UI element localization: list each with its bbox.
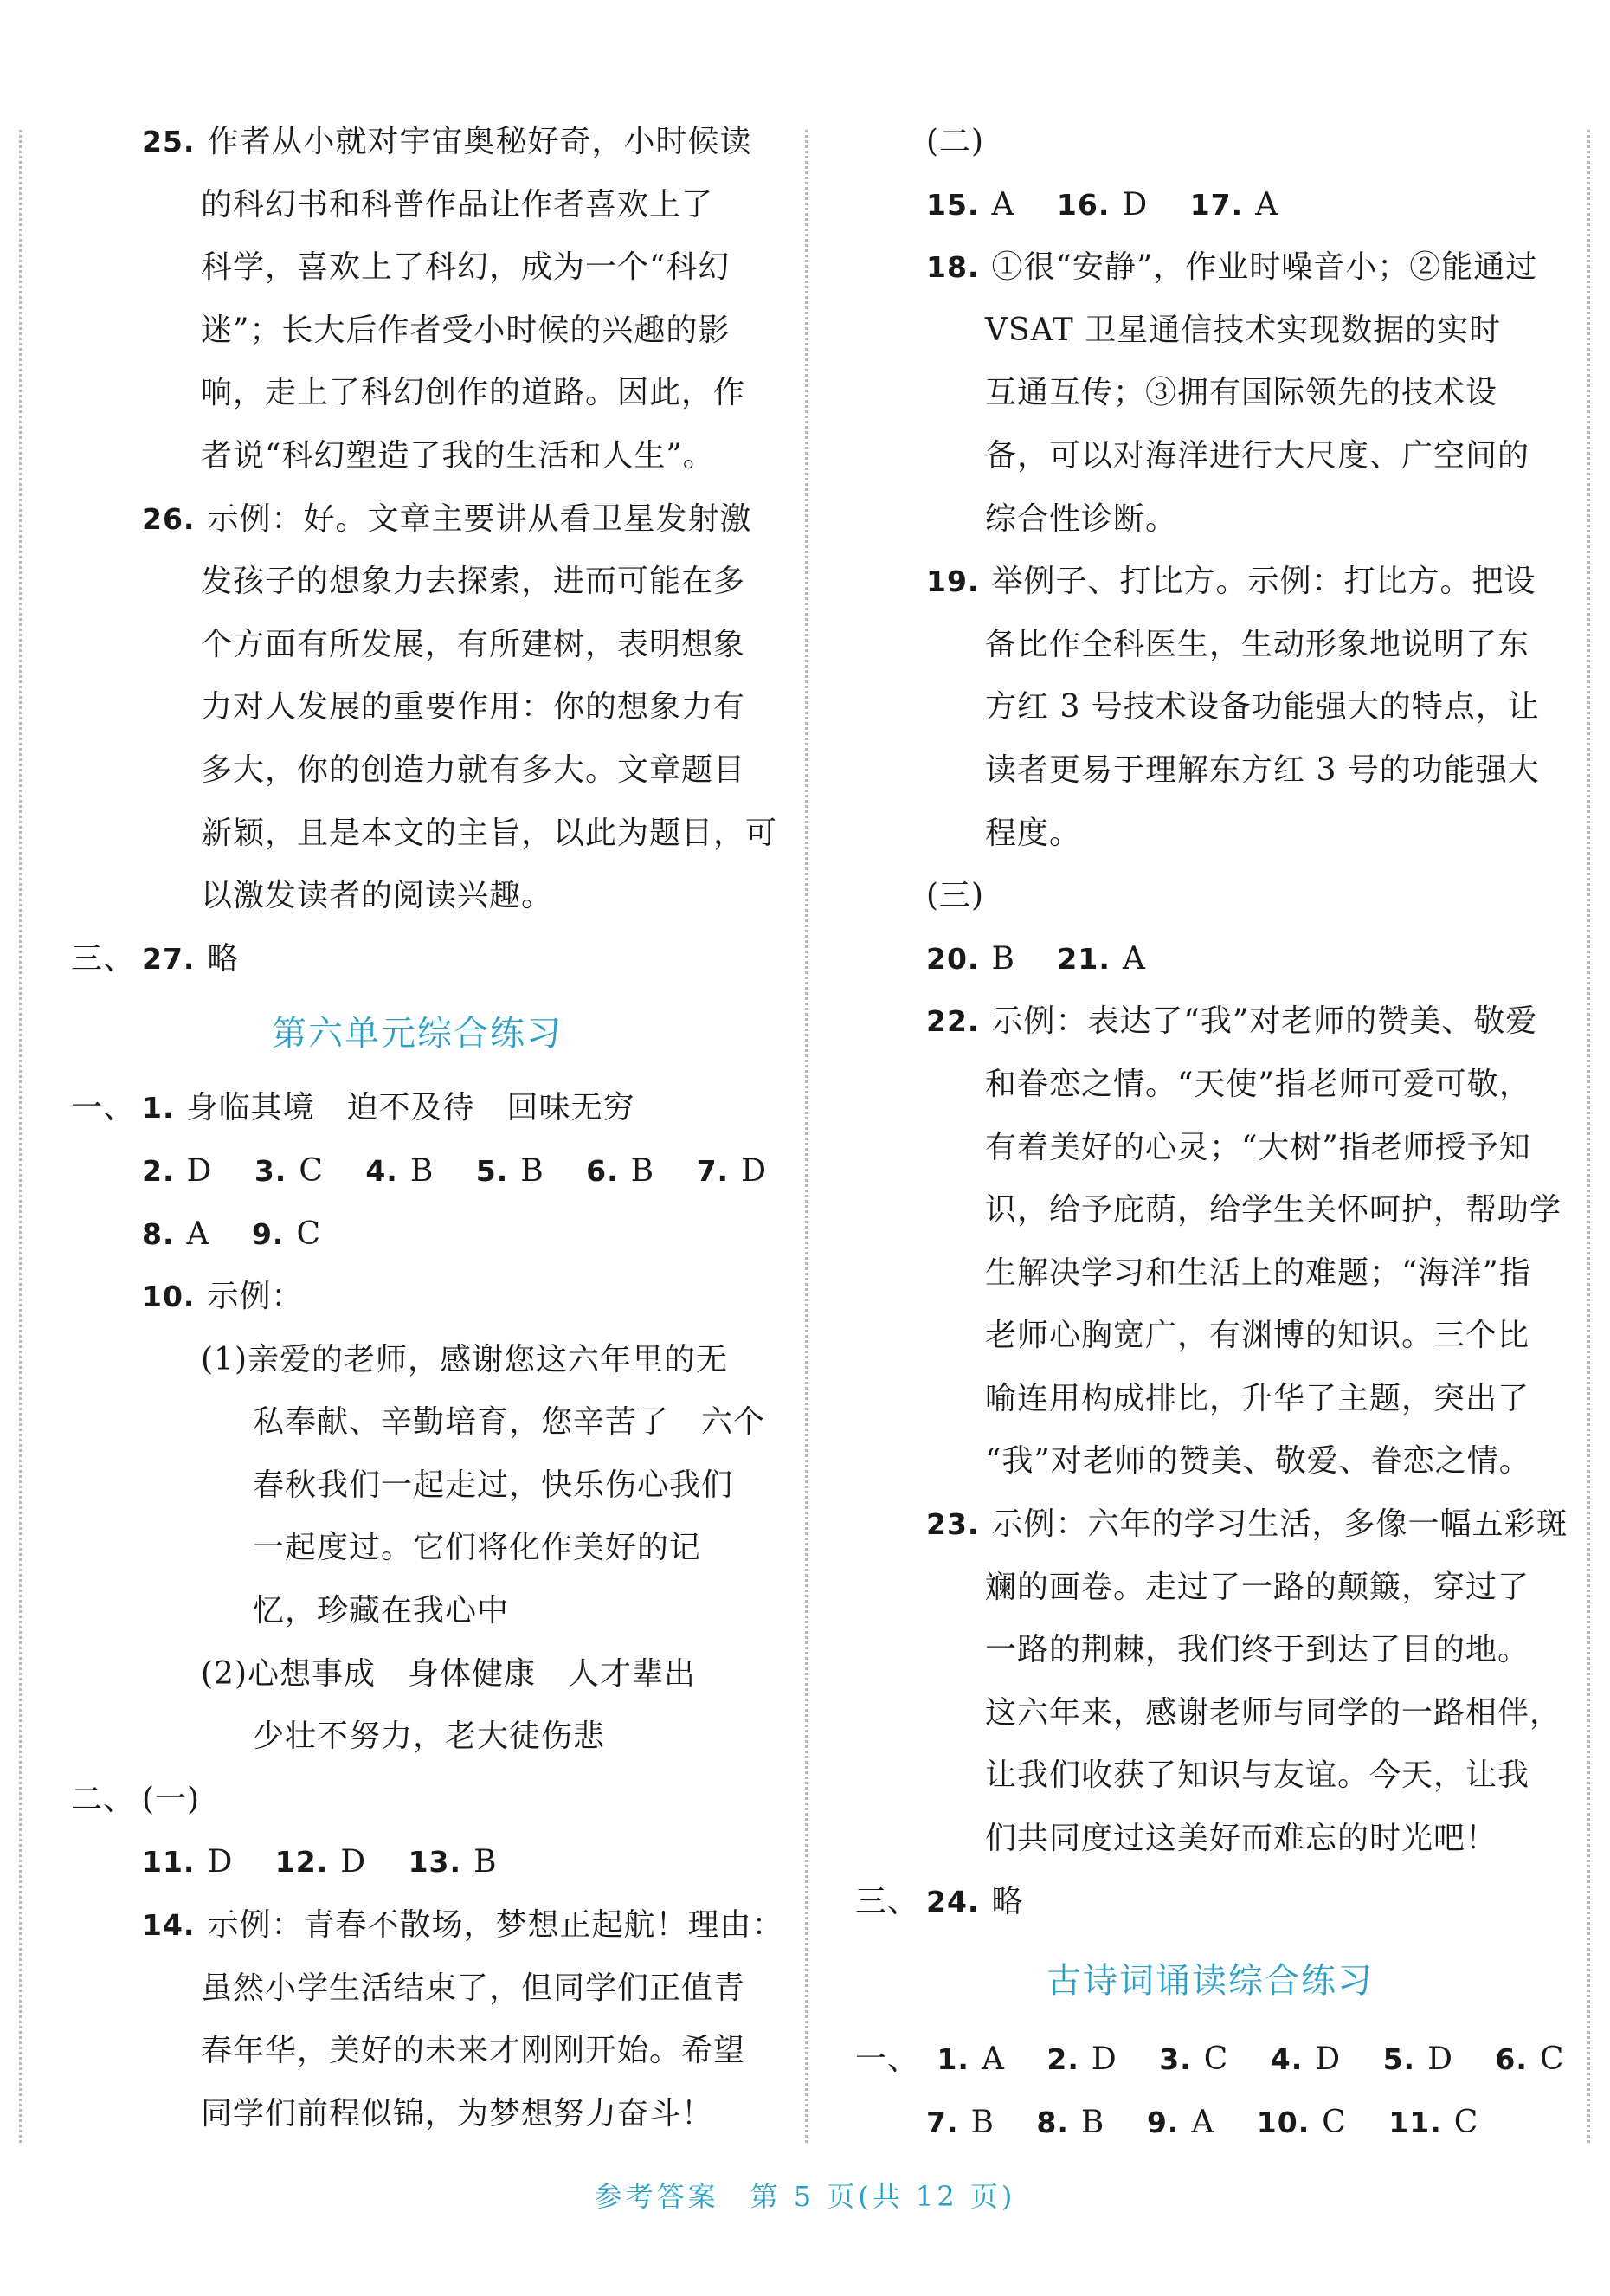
answer-text: 一路的荆棘，我们终于到达了目的地。 [985, 1632, 1530, 1668]
answer-item: 9. A [1146, 2104, 1215, 2140]
answer-text: 的科幻书和科普作品让作者喜欢上了 [201, 186, 714, 223]
question-number: 22. [926, 1004, 980, 1039]
answer-item: 7. D [696, 1152, 767, 1189]
answer-text: 略 [991, 1883, 1024, 1919]
answer-text: ①很“安静”，作业时噪音小；②能通过 [991, 249, 1538, 286]
answer-item: 5. D [1382, 2041, 1453, 2078]
answer-item: 21. A [1057, 940, 1146, 977]
answer-text: 示例：六年的学习生活，多像一幅五彩斑 [991, 1506, 1568, 1543]
answer-text: 识，给予庇荫，给学生关怀呵护，帮助学 [985, 1192, 1562, 1229]
answer-text: 让我们收获了知识与友谊。今天，让我 [985, 1757, 1530, 1794]
question-number: 10. [142, 1280, 196, 1314]
answer-text: 这六年来，感谢老师与同学的一路相伴， [985, 1694, 1562, 1731]
answer-text: 身临其境 迫不及待 回味无穷 [186, 1090, 635, 1126]
answer-item: 15. A [926, 186, 1015, 223]
section-three-right [855, 1871, 1565, 1934]
answer-item: 11. D [142, 1844, 234, 1880]
poem-heading: 古诗词诵读综合练习 [1046, 1961, 1374, 2002]
answer-text: 春年华，美好的未来才刚刚开始。希望 [201, 2033, 746, 2069]
right-column [855, 111, 1568, 2154]
answer-text: 备比作全科医生，生动形象地说明了东 [985, 626, 1530, 662]
poem-answer-row-1 [855, 2028, 1565, 2092]
question-number: 1. [142, 1091, 175, 1125]
answer-text: 和眷恋之情。“天使”指老师可爱可敬， [985, 1066, 1531, 1102]
answer-text: 少壮不努力，老大徒伤悲 [253, 1719, 606, 1755]
question-number: 19. [926, 564, 980, 599]
answer-q19 [855, 551, 1565, 865]
section-three-left [71, 928, 763, 991]
poem-answer-row-2 [855, 2092, 1565, 2155]
question-number: 27. [142, 941, 196, 976]
question-number: 24. [926, 1884, 980, 1919]
section-marker: 一、 [71, 1090, 136, 1126]
section-marker: 三、 [855, 1883, 920, 1919]
answer-q23 [855, 1493, 1568, 1871]
answer-item: 6. C [1495, 2041, 1565, 2078]
answer-item: 1. A [937, 2041, 1005, 2078]
answer-text: 示例：青春不散场，梦想正起航！理由： [207, 1907, 784, 1944]
answer-text: 多大，你的创造力就有多大。文章题目 [201, 751, 746, 788]
answer-item: 4. B [365, 1152, 435, 1189]
answer-text: 者说“科幻塑造了我的生活和人生”。 [201, 437, 715, 474]
answer-item: 13. B [408, 1844, 498, 1880]
unit6-heading: 第六单元综合练习 [272, 1014, 563, 1054]
answer-item: 3. C [254, 1152, 324, 1189]
answer-item: 20. B [926, 940, 1015, 977]
answer-text: VSAT 卫星通信技术实现数据的实时 [985, 312, 1502, 348]
answer-q18 [855, 236, 1565, 551]
answer-text: 虽然小学生活结束了，但同学们正值青 [201, 1970, 746, 2006]
answer-text: 喻连用构成排比，升华了主题，突出了 [985, 1380, 1530, 1416]
answer-item: 6. B [586, 1152, 655, 1189]
answer-text: 作者从小就对宇宙奥秘好奇，小时候读 [207, 124, 752, 159]
answer-q10 [71, 1266, 766, 1769]
answer-row-2-7 [71, 1140, 767, 1203]
answer-q14 [71, 1894, 784, 2145]
subsection-label: (一) [142, 1781, 201, 1817]
answer-text: 发孩子的想象力去探索，进而可能在多 [201, 564, 746, 600]
answer-item: 11. C [1388, 2104, 1479, 2140]
answer-row-8-9 [71, 1203, 763, 1267]
answer-text: 老师心胸宽广，有渊博的知识。三个比 [985, 1318, 1530, 1354]
answer-q25 [71, 111, 763, 488]
right-margin-divider [1587, 130, 1590, 2143]
answer-text: 示例：表达了“我”对老师的赞美、敬爱 [991, 1003, 1538, 1040]
answer-item: 7. B [926, 2104, 995, 2140]
answer-text: 互通互传；③拥有国际领先的技术设 [985, 375, 1498, 411]
answer-text: 读者更易于理解东方红 3 号的功能强大 [985, 751, 1540, 788]
answer-item: 9. C [251, 1216, 321, 1252]
answer-q1 [71, 1077, 763, 1140]
answer-item: 17. A [1189, 186, 1279, 223]
answer-text: 迷”；长大后作者受小时候的兴趣的影 [201, 312, 731, 348]
answer-item: 10. C [1256, 2104, 1347, 2140]
answer-text: 以激发读者的阅读兴趣。 [201, 878, 554, 914]
answer-text: 示例： [207, 1279, 304, 1315]
answer-text: 们共同度过这美好而难忘的时光吧！ [985, 1821, 1498, 1857]
answer-text: 一起度过。它们将化作美好的记 [253, 1530, 702, 1566]
answer-text: 备，可以对海洋进行大尺度、广空间的 [985, 437, 1530, 474]
answer-text: 程度。 [985, 815, 1082, 851]
answer-text: 斓的画卷。走过了一路的颠簸，穿过了 [985, 1569, 1530, 1605]
subsection-label: (二) [926, 124, 985, 159]
answer-item: 12. D [274, 1844, 367, 1880]
answer-item: 2. D [142, 1152, 213, 1189]
section-marker: 一、 [855, 2041, 920, 2078]
page-footer: 参考答案 第 5 页(共 12 页) [594, 2180, 1016, 2213]
answer-row-11-13 [71, 1831, 763, 1894]
subsection-label: (三) [926, 878, 985, 914]
question-number: 26. [142, 501, 196, 536]
answer-text: 新颖，且是本文的主旨，以此为题目，可 [201, 815, 778, 851]
answer-item: 8. A [142, 1216, 210, 1252]
answer-text: 生解决学习和生活上的难题；“海洋”指 [985, 1254, 1531, 1291]
answer-item: 5. B [475, 1152, 544, 1189]
answer-q26 [71, 488, 778, 928]
answer-text: 略 [207, 940, 240, 977]
answer-text: “我”对老师的赞美、敬爱、眷恋之情。 [985, 1443, 1531, 1480]
answer-item: 8. B [1036, 2104, 1105, 2140]
question-number: 14. [142, 1908, 196, 1943]
answer-text: 科学，喜欢上了科幻，成为一个“科幻 [201, 249, 731, 286]
answer-item: 2. D [1046, 2041, 1117, 2078]
answer-item: 4. D [1270, 2041, 1342, 2078]
answer-item: 3. C [1159, 2041, 1229, 2078]
answer-text: 响，走上了科幻创作的道路。因此，作 [201, 375, 746, 411]
answer-text: 个方面有所发展，有所建树，表明想象 [201, 626, 746, 662]
answer-text: (2)心想事成 身体健康 人才辈出 [201, 1655, 696, 1692]
question-number: 18. [926, 250, 980, 285]
answer-text: (1)亲爱的老师，感谢您这六年里的无 [201, 1341, 728, 1377]
answer-row-20-21 [855, 928, 1565, 991]
center-divider [805, 130, 808, 2143]
section-two-left [71, 1769, 763, 1832]
answer-text: 春秋我们一起走过，快乐伤心我们 [253, 1467, 734, 1503]
answer-text: 示例：好。文章主要讲从看卫星发射激 [207, 500, 752, 537]
answer-text: 综合性诊断。 [985, 500, 1178, 537]
answer-text: 有着美好的心灵；“大树”指老师授予知 [985, 1129, 1531, 1165]
answer-text: 同学们前程似锦，为梦想努力奋斗！ [201, 2095, 714, 2132]
answer-text: 方红 3 号技术设备功能强大的特点，让 [985, 689, 1540, 726]
answer-text: 私奉献、辛勤培育，您辛苦了 六个 [253, 1404, 766, 1441]
answer-item: 16. D [1056, 186, 1149, 223]
answer-text: 忆，珍藏在我心中 [253, 1593, 510, 1629]
section-marker: 三、 [71, 940, 136, 977]
question-number: 23. [926, 1507, 980, 1542]
section-marker: 二、 [71, 1781, 136, 1817]
answer-text: 举例子、打比方。示例：打比方。把设 [991, 564, 1536, 600]
question-number: 25. [142, 125, 196, 158]
left-margin-divider [19, 130, 22, 2143]
left-column [71, 111, 784, 2145]
answer-q22 [855, 990, 1565, 1493]
answer-text: 力对人发展的重要作用：你的想象力有 [201, 689, 746, 726]
answer-row-15-17 [855, 174, 1565, 237]
